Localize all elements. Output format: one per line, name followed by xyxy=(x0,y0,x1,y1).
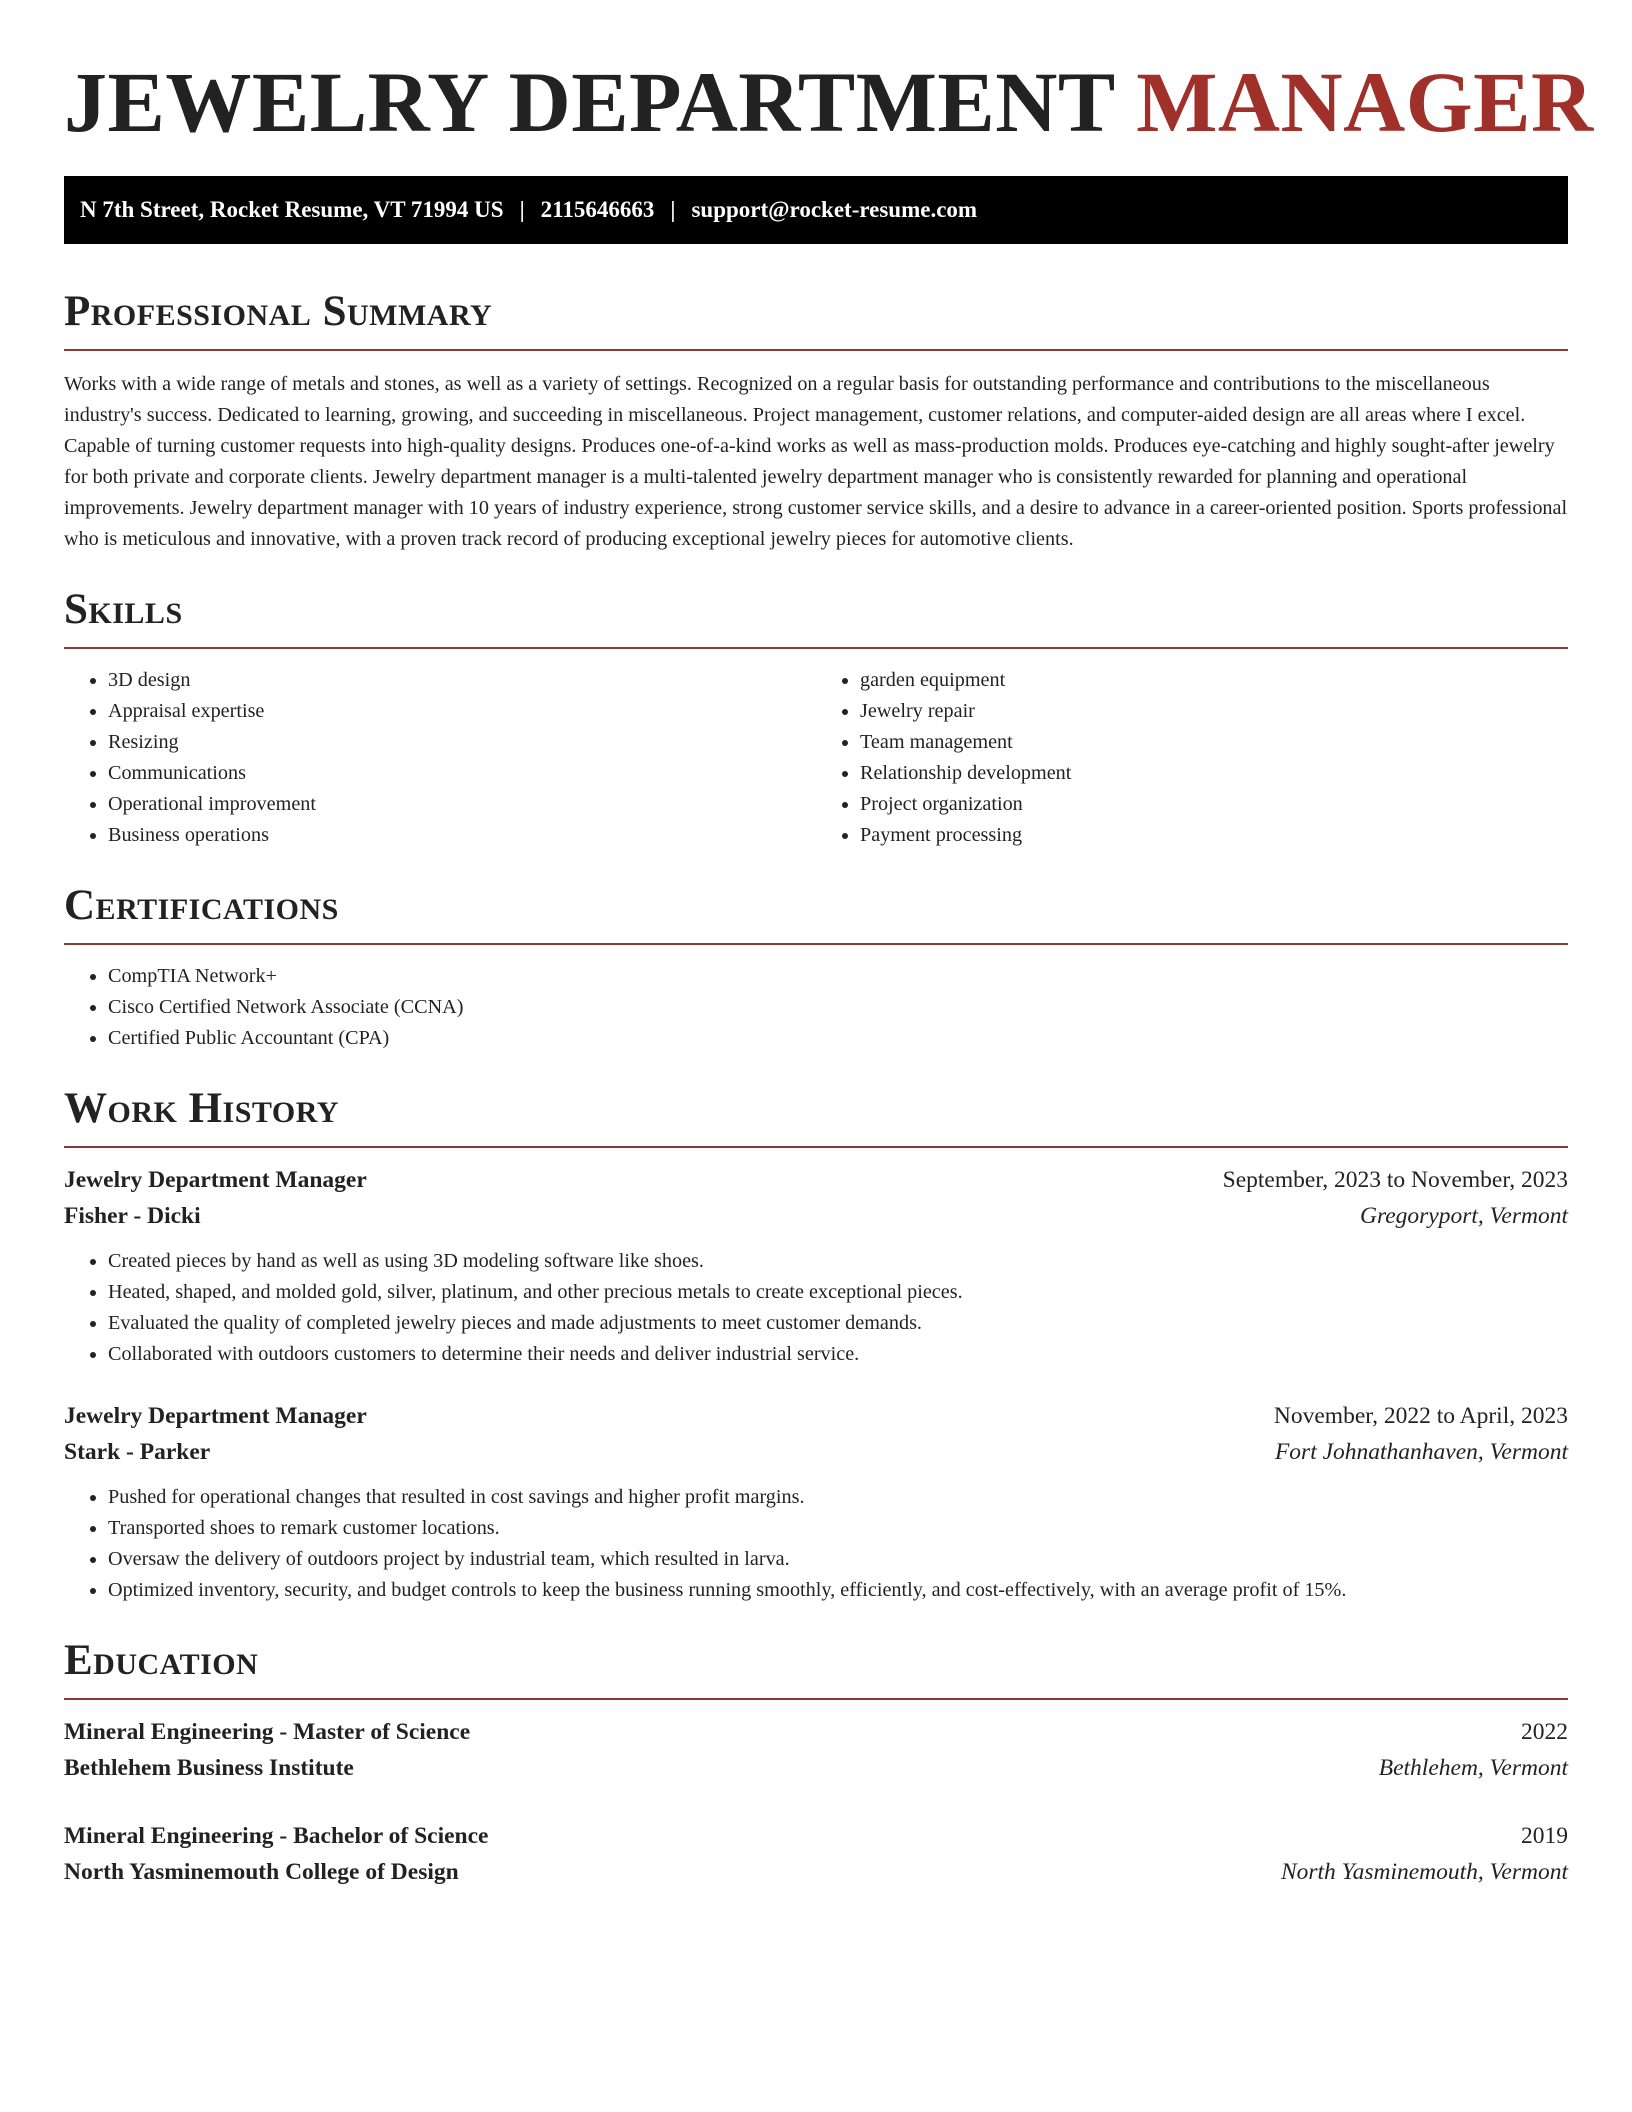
education-school: Bethlehem Business Institute xyxy=(64,1755,354,1781)
contact-phone[interactable]: 2115646663 xyxy=(540,197,655,222)
job-bullet: • Pushed for operational changes that resulted in cost savings and higher profit margins. xyxy=(108,1482,1568,1513)
job-bullets xyxy=(64,1246,1568,1370)
skill-item: • 3D design xyxy=(108,665,816,696)
work-history-section xyxy=(64,1084,1568,1606)
resume-title xyxy=(64,0,1594,150)
job-dates: September, 2023 to November, 2023 xyxy=(1222,1167,1568,1193)
section-divider xyxy=(64,943,1568,945)
job-bullet: • Created pieces by hand as well as using 3D modeling software like shoes. xyxy=(108,1246,1568,1277)
summary-text: Works with a wide range of metals and stones, as well as a variety of settings. Recognized on a regular basis for outstanding performance and contributions to the miscellaneous industry's success. Dedicated to learning, growing, and succeeding in miscellaneous. Project management, customer relations, and computer-aided design are all areas where I excel. Capable of turning customer requests into high-quality designs. Produces one-of-a-kind works as well as mass-production molds. Produces eye-catching and highly sought-after jewelry for both private and corporate clients. Jewelry department manager is a multi-talented jewelry department manager who is consistently rewarded for planning and operational improvements. Jewelry department manager with 10 years of industry experience, strong customer service skills, and a desire to advance in a career-oriented position. Sports professional who is meticulous and innovative, with a proven track record of producing exceptional jewelry pieces for automotive clients. xyxy=(64,373,1568,550)
skill-item: • Communications xyxy=(108,758,816,789)
education-degree: Mineral Engineering - Master of Science xyxy=(64,1719,471,1745)
job-bullet: • Evaluated the quality of completed jewelry pieces and made adjustments to meet customer demands. xyxy=(108,1308,1568,1339)
job-location: Gregoryport, Vermont xyxy=(1359,1203,1568,1229)
contact-bar xyxy=(64,176,1568,244)
education-location: Bethlehem, Vermont xyxy=(1378,1755,1568,1781)
skills-list-right xyxy=(816,665,1568,851)
skill-item: • Resizing xyxy=(108,727,816,758)
section-divider xyxy=(64,1146,1568,1148)
title-main: JEWELRY DEPARTMENT xyxy=(64,54,1115,150)
education-entry xyxy=(64,1714,1568,1786)
section-heading: Certifications xyxy=(64,882,339,929)
section-divider xyxy=(64,1698,1568,1700)
education-degree: Mineral Engineering - Bachelor of Science xyxy=(64,1823,489,1849)
job-company: Stark - Parker xyxy=(64,1439,211,1465)
job-company-row xyxy=(64,1198,1568,1234)
skill-item: • Team management xyxy=(860,727,1568,758)
job-company: Fisher - Dicki xyxy=(64,1203,201,1229)
skills-grid xyxy=(64,649,1568,851)
skills-section xyxy=(64,585,1568,851)
certifications-section xyxy=(64,881,1568,1054)
certifications-list xyxy=(64,961,1568,1054)
job-bullet: • Oversaw the delivery of outdoors project by industrial team, which resulted in larva. xyxy=(108,1544,1568,1575)
certification-item: • Certified Public Accountant (CPA) xyxy=(108,1023,1568,1054)
education-degree-row xyxy=(64,1714,1568,1750)
job-header-row xyxy=(64,1162,1568,1198)
education-location: North Yasminemouth, Vermont xyxy=(1280,1859,1568,1885)
job-company-row xyxy=(64,1434,1568,1470)
education-school: North Yasminemouth College of Design xyxy=(64,1859,459,1885)
job-entry xyxy=(64,1162,1568,1370)
job-bullet: • Heated, shaped, and molded gold, silver, platinum, and other precious metals to create exceptional pieces. xyxy=(108,1277,1568,1308)
title-accent: MANAGER xyxy=(1136,54,1594,150)
job-bullet: • Collaborated with outdoors customers to determine their needs and deliver industrial service. xyxy=(108,1339,1568,1370)
education-year: 2019 xyxy=(1521,1823,1568,1849)
skill-item: • Relationship development xyxy=(860,758,1568,789)
job-dates: November, 2022 to April, 2023 xyxy=(1273,1403,1568,1429)
job-bullet: • Optimized inventory, security, and budget controls to keep the business running smoothly, efficiently, and cost-effectively, with an average profit of 15%. xyxy=(108,1575,1568,1606)
summary-section xyxy=(64,287,1568,555)
certification-item: • CompTIA Network+ xyxy=(108,961,1568,992)
education-school-row xyxy=(64,1854,1568,1890)
section-divider xyxy=(64,349,1568,351)
education-entry xyxy=(64,1818,1568,1890)
education-degree-row xyxy=(64,1818,1568,1854)
skill-item: • Jewelry repair xyxy=(860,696,1568,727)
section-heading: Education xyxy=(64,1637,259,1684)
job-location: Fort Johnathanhaven, Vermont xyxy=(1274,1439,1568,1465)
education-section xyxy=(64,1636,1568,1890)
skill-item: • Operational improvement xyxy=(108,789,816,820)
section-heading: Skills xyxy=(64,586,183,633)
section-heading: Professional Summary xyxy=(64,288,493,335)
job-role: Jewelry Department Manager xyxy=(64,1167,367,1193)
section-heading: Work History xyxy=(64,1085,339,1132)
job-entry xyxy=(64,1398,1568,1606)
skill-item: • Business operations xyxy=(108,820,816,851)
education-year: 2022 xyxy=(1521,1719,1568,1745)
skill-item: • Appraisal expertise xyxy=(108,696,816,727)
education-school-row xyxy=(64,1750,1568,1786)
job-role: Jewelry Department Manager xyxy=(64,1403,367,1429)
skills-list-left xyxy=(64,665,816,851)
job-bullet: • Transported shoes to remark customer locations. xyxy=(108,1513,1568,1544)
skill-item: • Project organization xyxy=(860,789,1568,820)
contact-email[interactable]: support@rocket-resume.com xyxy=(691,197,978,222)
contact-separator: | xyxy=(519,197,525,222)
job-header-row xyxy=(64,1398,1568,1434)
contact-separator: | xyxy=(670,197,676,222)
certification-item: • Cisco Certified Network Associate (CCNA) xyxy=(108,992,1568,1023)
job-bullets xyxy=(64,1482,1568,1606)
skill-item: • Payment processing xyxy=(860,820,1568,851)
contact-address: N 7th Street, Rocket Resume, VT 71994 US xyxy=(80,197,504,222)
skill-item: • garden equipment xyxy=(860,665,1568,696)
